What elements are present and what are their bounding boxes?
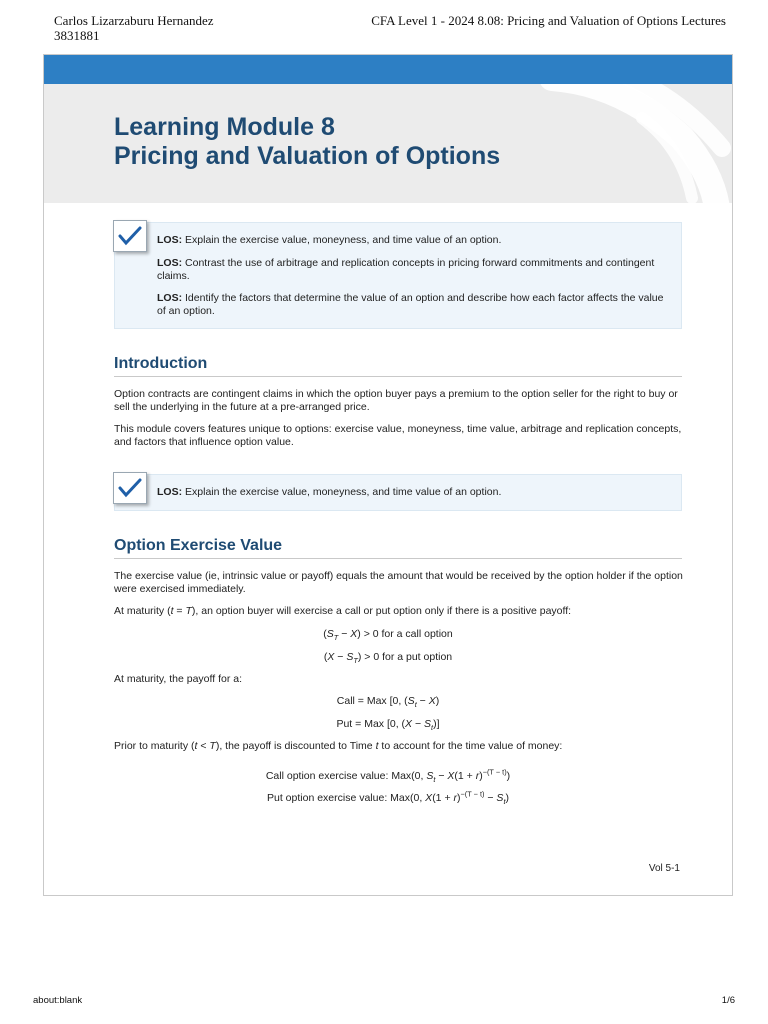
exercise-paragraph-2: At maturity (t = T), an option buyer will exercise a call or put option only if there is a positive payoff:: [114, 605, 572, 617]
equation-put-at-maturity: $(X - S_T) > 0$ for a put option: [323, 651, 453, 666]
intro-paragraph-1: Option contracts are contingent claims in which the option buyer pays a premium to the option seller for the right to buy or sell the underlying in the future at a pre-arranged price.: [114, 388, 678, 413]
page-title: [114, 113, 500, 171]
student-id: 3831881: [54, 28, 100, 43]
los-box: [114, 222, 682, 329]
los-item: LOS: Explain the exercise value, moneyness, and time value of an option.: [157, 234, 502, 246]
volume-label: Vol 5-1: [648, 863, 680, 874]
section-heading-introduction: Introduction: [114, 355, 682, 377]
title-line-2: Pricing and Valuation of Options: [114, 142, 501, 170]
footer-url: about:blank: [33, 995, 83, 1006]
print-header: [0, 13, 768, 49]
equation-call-payoff: Call = Max [0, $(S_t - X)$: [336, 695, 440, 710]
los-item: LOS: Contrast the use of arbitrage and replication concepts in pricing forward commitments and contingent claims.: [157, 257, 655, 282]
slide-page: [43, 54, 733, 896]
decorative-swirl-icon: [532, 84, 732, 203]
equation-put-exercise-value: Put option exercise value: Max(0, $X(1 + r)^{-(T - t)} - S_t$): [267, 789, 509, 807]
checkmark-icon: [113, 220, 147, 252]
los-item: LOS: Explain the exercise value, moneyness, and time value of an option.: [157, 486, 502, 498]
equation-put-payoff: Put = Max [0, $(X - S_t)$]: [336, 718, 440, 733]
hero-banner: [44, 84, 732, 203]
intro-paragraph-2: This module covers features unique to options: exercise value, moneyness, time value, arbitrage and replication concepts, and factors that influence option value.: [114, 423, 682, 448]
document-title: CFA Level 1 - 2024 8.08: Pricing and Valuation of Options Lectures: [371, 13, 726, 28]
page-number: 1/6: [721, 995, 735, 1006]
los-box: [114, 474, 682, 511]
top-bar: [44, 55, 732, 84]
exercise-paragraph-1: The exercise value (ie, intrinsic value or payoff) equals the amount that would be received by the option holder if the option were exercised immediately.: [114, 570, 683, 595]
los-item: LOS: Identify the factors that determine the value of an option and describe how each factor affects the value of an option.: [157, 292, 664, 317]
exercise-paragraph-4: Prior to maturity (t < T), the payoff is discounted to Time t to account for the time value of money:: [114, 740, 563, 752]
section-heading-exercise-value: Option Exercise Value: [114, 537, 682, 559]
exercise-paragraph-3: At maturity, the payoff for a:: [114, 673, 243, 685]
student-name: Carlos Lizarzaburu Hernandez: [54, 13, 214, 28]
equation-call-at-maturity: $(S_T - X) > 0$ for a call option: [323, 628, 453, 643]
equation-call-exercise-value: Call option exercise value: Max(0, $S_t - X(1 + r)^{-(T - t)}$): [265, 767, 511, 785]
checkmark-icon: [113, 472, 147, 504]
title-line-1: Learning Module 8: [114, 113, 335, 141]
print-header-left: [54, 13, 214, 43]
